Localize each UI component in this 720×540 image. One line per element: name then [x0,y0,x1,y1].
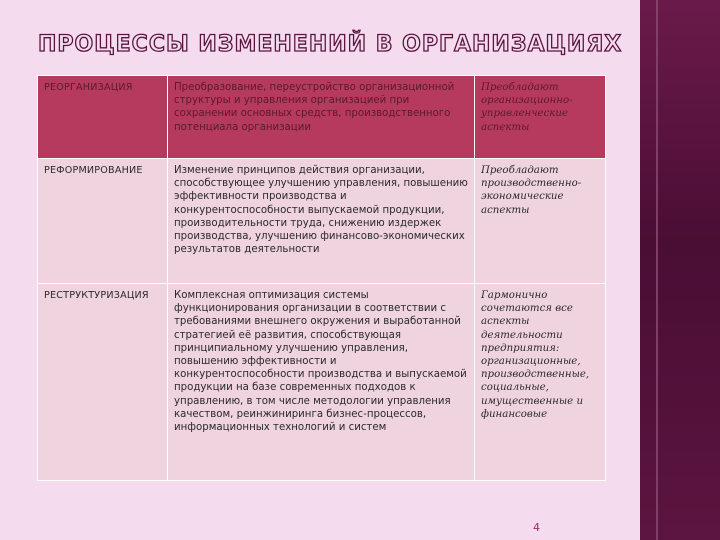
side-decor-line [656,0,658,540]
table-row [38,76,606,159]
page-number: 4 [533,521,540,534]
processes-table [37,75,606,481]
process-description: Изменение принципов действия организации, способствующее улучшению управления, повышению эффективности производства и конкурентоспособности выпускаемой продукции, производительности труда, снижению издержек производства, улучшению финансово-экономических результатов деятельности [168,159,475,284]
table-row [38,159,606,284]
process-aspects: Преобладают производственно-экономические аспекты [475,159,606,284]
process-aspects: Преобладают организационно-управленческие аспекты [475,76,606,159]
slide-title: ПРОЦЕССЫ ИЗМЕНЕНИЙ В ОРГАНИЗАЦИЯХ [38,32,623,57]
process-name: РЕФОРМИРОВАНИЕ [38,159,168,284]
side-decor-panel [640,0,720,540]
process-aspects: Гармонично сочетаются все аспекты деятельности предприятия: организационные, производственные, социальные, имущественные и финансовые [475,284,606,481]
process-name: РЕСТРУКТУРИЗАЦИЯ [38,284,168,481]
process-description: Комплексная оптимизация системы функционирования организации в соответствии с требованиями внешнего окружения и выработанной стратегией её развития, способствующая принципиальному улучшению управления, повышению эффективности и конкурентоспособности производства и выпускаемой продукции на базе современных подходов к управлению, в том числе методологии управления качеством, реинжиниринга бизнес-процессов, информационных технологий и систем [168,284,475,481]
process-description: Преобразование, переустройство организационной структуры и управления организацией при сохранении основных средств, производственного потенциала организации [168,76,475,159]
process-name: РЕОРГАНИЗАЦИЯ [38,76,168,159]
table-row [38,284,606,481]
